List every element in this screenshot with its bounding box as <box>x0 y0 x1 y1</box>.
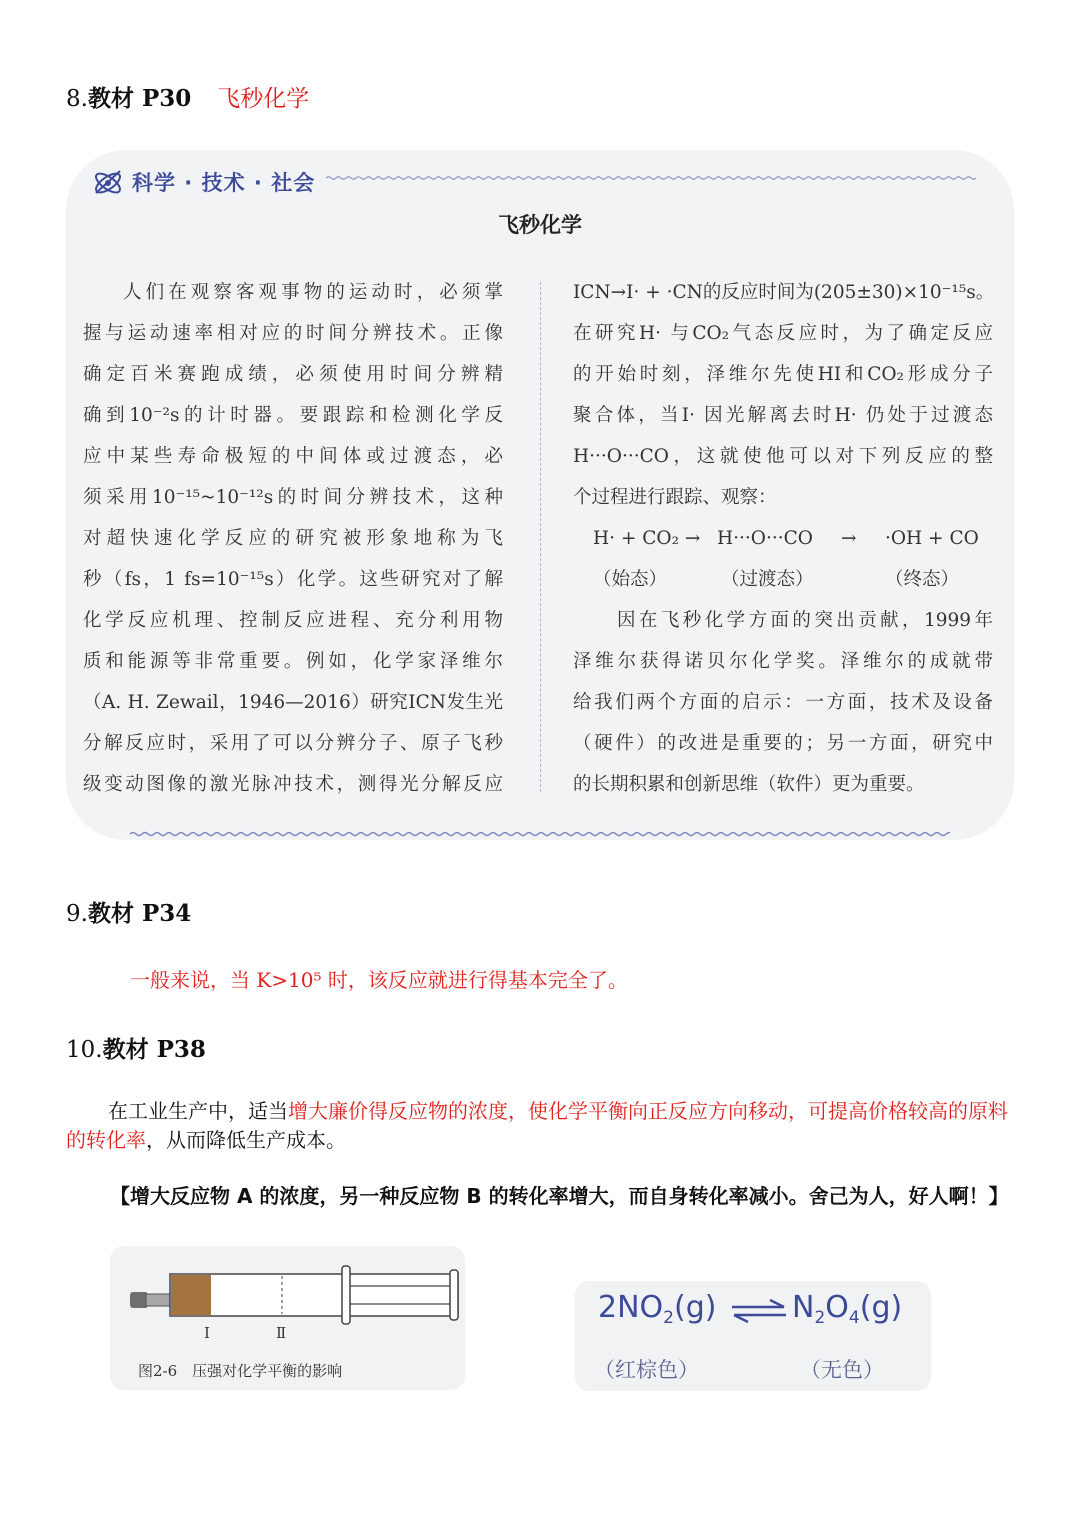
text-line: 在研究H· 与CO₂气态反应时，为了确定反应 <box>573 323 993 344</box>
text-line: 握与运动速率相对应的时间分辨技术。正像 <box>83 323 503 344</box>
section-number: 9. <box>66 901 88 927</box>
textbook-left-column <box>83 272 503 805</box>
text-line: （硬件）的改进是重要的；另一方面，研究中 <box>573 733 993 754</box>
paragraph-highlight: 增大廉价得反应物的浓度，使化学平衡向正反应方向移动，可提高价格较高的原料的转化率 <box>66 1099 1008 1152</box>
text-line: 须采用10⁻¹⁵~10⁻¹²s的时间分辨技术，这种 <box>83 487 503 508</box>
text-line: 应中某些寿命极短的中间体或过渡态，必 <box>83 446 503 467</box>
section-number: 8. <box>66 86 88 112</box>
section-10-paragraph <box>66 1097 1018 1155</box>
reaction-transition: H···O···CO <box>717 528 813 549</box>
reaction-reactants: H· + CO₂ → <box>593 528 701 549</box>
text-line: （A. H. Zewail，1946—2016）研究ICN发生光 <box>83 692 503 713</box>
section-9-heading <box>66 895 191 928</box>
textbook-article-title: 飞秒化学 <box>498 213 582 237</box>
atom-logo-icon <box>92 167 126 197</box>
text-line: 人们在观察客观事物的运动时，必须掌 <box>123 282 503 303</box>
section-title: 教材 P34 <box>87 900 192 927</box>
text-line: 确到10⁻²s的计时器。要跟踪和检测化学反 <box>83 405 503 426</box>
reaction-arrow: → <box>841 528 857 549</box>
study-note: 【增大反应物 A 的浓度，另一种反应物 B 的转化率增大，而自身转化率减小。舍己为人，好人啊！】 <box>110 1184 1009 1208</box>
text-line: 秒（fs，1 fs=10⁻¹⁵s）化学。这些研究对了解 <box>83 569 503 590</box>
textbook-right-column <box>573 272 993 805</box>
text-line: 分解反应时，采用了可以分辨分子、原子飞秒 <box>83 733 503 754</box>
text-line: 确定百米赛跑成绩，必须使用时间分辨精 <box>83 364 503 385</box>
text-line: 聚合体，当I· 因光解离去时H· 仍处于过渡态 <box>573 405 993 426</box>
state-final: （终态） <box>885 569 960 590</box>
decorative-wave-divider-bottom <box>130 828 950 840</box>
section-number: 10. <box>66 1037 103 1063</box>
text-line: 给我们两个方面的启示：一方面，技术及设备 <box>573 692 993 713</box>
reaction-states <box>573 559 993 600</box>
text-line: 泽维尔获得诺贝尔化学奖。泽维尔的成就带 <box>573 651 993 672</box>
textbook-box-header <box>92 165 315 199</box>
text-line: 的长期积累和创新思维（软件）更为重要。 <box>573 774 925 795</box>
syringe-position-label-2: Ⅱ <box>276 1324 287 1342</box>
reactant-color-label: （红棕色） <box>594 1358 699 1382</box>
section-tag: 飞秒化学 <box>217 86 310 112</box>
state-initial: （始态） <box>593 569 668 590</box>
section-8-heading <box>66 80 309 113</box>
section-10-heading <box>66 1031 206 1064</box>
equilibrium-arrow-icon <box>730 1298 788 1324</box>
text-line: H···O···CO，这就使他可以对下列反应的整 <box>573 446 993 467</box>
paragraph-suffix: ，从而降低生产成本。 <box>146 1128 346 1152</box>
text-line: 质和能源等非常重要。例如，化学家泽维尔 <box>83 651 503 672</box>
column-divider <box>540 282 541 792</box>
paragraph-prefix: 在工业生产中，适当 <box>108 1099 288 1123</box>
text-line: 因在飞秒化学方面的突出贡献，1999年 <box>617 610 993 631</box>
decorative-wave-divider <box>326 172 976 184</box>
text-line: 的开始时刻，泽维尔先使HI和CO₂形成分子 <box>573 364 993 385</box>
reaction-equation <box>573 518 993 559</box>
section-title: 教材 P30 <box>87 85 192 112</box>
reactant-formula: $2NO_2(g)$ <box>598 1290 717 1328</box>
syringe-illustration <box>120 1256 465 1336</box>
product-formula: $N_2O_4(g)$ <box>792 1290 903 1328</box>
textbook-box-label: 科学 · 技术 · 社会 <box>132 171 316 195</box>
text-line: 化学反应机理、控制反应进程、充分利用物 <box>83 610 503 631</box>
syringe-position-label-1: Ⅰ <box>204 1324 210 1342</box>
product-color-label: （无色） <box>800 1358 884 1382</box>
text-line: 个过程进行跟踪、观察： <box>573 487 777 508</box>
figure-caption: 图2-6 压强对化学平衡的影响 <box>138 1362 343 1380</box>
text-line: ICN→I· + ·CN的反应时间为(205±30)×10⁻¹⁵s。 <box>573 282 995 303</box>
text-line: 级变动图像的激光脉冲技术，测得光分解反应 <box>83 774 503 795</box>
text-line: 对超快速化学反应的研究被形象地称为飞 <box>83 528 503 549</box>
section-title: 教材 P38 <box>102 1036 206 1063</box>
state-transition: （过渡态） <box>721 569 814 590</box>
reaction-products: ·OH + CO <box>885 528 979 549</box>
equilibrium-constant-statement: 一般来说，当 K>10⁵ 时，该反应就进行得基本完全了。 <box>130 968 628 992</box>
